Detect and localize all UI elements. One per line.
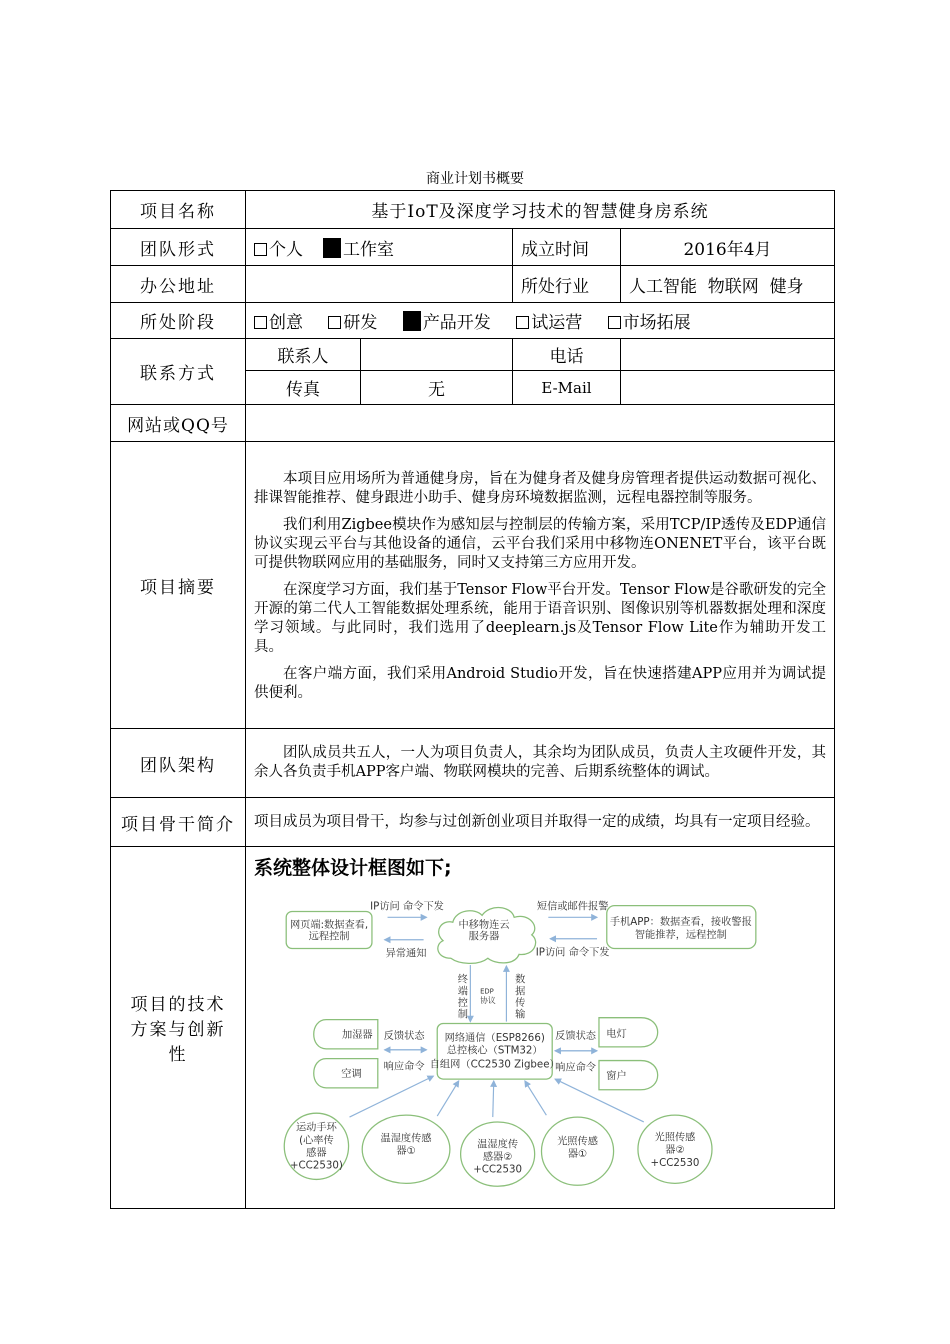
- svg-text:智能推荐，远程控制: 智能推荐，远程控制: [634, 929, 727, 941]
- project-name-value: 基于IoT及深度学习技术的智慧健身房系统: [246, 191, 835, 229]
- label-project-name: 项目名称: [111, 191, 246, 229]
- label-office: 办公地址: [111, 266, 246, 303]
- document-title: 商业计划书概要: [426, 171, 524, 187]
- founded-value: 2016年4月: [621, 229, 835, 266]
- diagram-heading: 系统整体设计框图如下;: [254, 857, 452, 879]
- fax-value: 无: [361, 371, 513, 405]
- office-value: [246, 266, 513, 303]
- team-content: [246, 729, 835, 798]
- option-market[interactable]: 市场拓展: [608, 313, 691, 333]
- core-label: 网络通信（ESP8266): [444, 1033, 545, 1045]
- label-team: 团队架构: [111, 729, 246, 798]
- svg-text:+CC2530: +CC2530: [473, 1164, 523, 1176]
- label-contact-person: 联系人: [246, 339, 361, 371]
- team-form-options: [246, 229, 513, 266]
- tech-content: [246, 847, 835, 1209]
- label-fax: 传真: [246, 371, 361, 405]
- checkbox-icon: [254, 316, 267, 329]
- svg-text:远程控制: 远程控制: [308, 931, 350, 943]
- svg-text:IP访问 命令下发: IP访问 命令下发: [370, 901, 444, 913]
- summary-table: [110, 190, 835, 1209]
- label-team-form: 团队形式: [111, 229, 246, 266]
- option-product-dev[interactable]: 产品开发: [403, 313, 491, 333]
- option-individual[interactable]: 个人: [254, 240, 303, 260]
- svg-text:制: 制: [457, 1009, 468, 1021]
- svg-text:感器: 感器: [306, 1148, 327, 1160]
- stage-options: [246, 303, 835, 339]
- checked-box-icon: [323, 238, 341, 258]
- svg-text:+CC2530): +CC2530): [289, 1160, 343, 1172]
- summary-paragraph: 我们利用Zigbee模块作为感知层与控制层的传输方案，采用TCP/IP透传及EDP通信协议实现云平台与其他设备的通信，云平台我们采用中移物连ONENET平台，该平台既可提供物联网应用的基础服务，同时又支持第三方应用开发。: [254, 516, 827, 571]
- option-idea[interactable]: 创意: [254, 313, 303, 333]
- svg-text:服务器: 服务器: [468, 931, 500, 943]
- svg-text:自组网（CC2530 Zigbee）: 自组网（CC2530 Zigbee）: [429, 1059, 560, 1071]
- svg-text:总控核心（STM32）: 总控核心（STM32）: [446, 1045, 543, 1057]
- svg-text:反馈状态: 反馈状态: [383, 1031, 425, 1043]
- svg-text:终: 终: [457, 974, 468, 986]
- summary-content: [246, 442, 835, 729]
- svg-text:器①: 器①: [567, 1149, 588, 1161]
- cloud-label: 中移物连云: [458, 920, 510, 932]
- svg-text:加湿器: 加湿器: [341, 1030, 373, 1042]
- svg-text:异常通知: 异常通知: [385, 948, 427, 960]
- web-label: 网页端:数据查看,: [289, 920, 369, 932]
- svg-text:+CC2530: +CC2530: [650, 1157, 700, 1169]
- label-core: 项目骨干简介: [111, 798, 246, 847]
- svg-text:响应命令: 响应命令: [383, 1061, 425, 1073]
- label-founded: 成立时间: [513, 229, 621, 266]
- app-label: 手机APP：数据查看，接收警报: [609, 917, 752, 929]
- option-trial[interactable]: 试运营: [516, 313, 582, 333]
- svg-text:响应命令: 响应命令: [555, 1062, 597, 1074]
- checkbox-icon: [328, 316, 341, 329]
- svg-text:端: 端: [457, 986, 468, 998]
- svg-text:温湿度传: 温湿度传: [477, 1139, 519, 1151]
- svg-text:协议: 协议: [480, 996, 496, 1006]
- industry-value: 人工智能 物联网 健身: [621, 266, 835, 303]
- checkbox-icon: [254, 243, 267, 256]
- summary-paragraph: 在客户端方面，我们采用Android Studio开发，旨在快速搭建APP应用并为调试提供便利。: [254, 665, 827, 701]
- core-content: [246, 798, 835, 847]
- label-website: 网站或QQ号: [111, 405, 246, 442]
- checkbox-icon: [608, 316, 621, 329]
- phone-value: [621, 339, 835, 371]
- svg-text:输: 输: [515, 1009, 526, 1021]
- checkbox-icon: [516, 316, 529, 329]
- svg-text:传: 传: [515, 998, 526, 1009]
- svg-text:EDP: EDP: [480, 987, 494, 996]
- svg-text:电灯: 电灯: [606, 1029, 627, 1041]
- core-text: 项目成员为项目骨干，均参与过创新创业项目并取得一定的成绩，均具有一定项目经验。: [254, 813, 820, 830]
- svg-text:(心率传: (心率传: [299, 1135, 334, 1147]
- checked-box-icon: [403, 311, 421, 331]
- summary-paragraph: 在深度学习方面，我们基于Tensor Flow平台开发。Tensor Flow是谷歌研发的完全开源的第二代人工智能数据处理系统，能用于语音识别、图像识别等机器数据处理和深度学习领域。与此同时，我们选用了deeplearn.js及Tensor Flow Lite作为辅助开发工具。: [254, 581, 827, 655]
- svg-text:空调: 空调: [341, 1069, 362, 1081]
- svg-text:数: 数: [515, 974, 526, 986]
- label-summary: 项目摘要: [111, 442, 246, 729]
- summary-paragraph: 本项目应用场所为普通健身房，旨在为健身者及健身房管理者提供运动数据可视化、排课智能推荐、健身跟进小助手、健身房环境数据监测，远程电器控制等服务。: [254, 470, 827, 506]
- svg-text:运动手环: 运动手环: [295, 1122, 337, 1134]
- svg-text:光照传感: 光照传感: [654, 1132, 696, 1144]
- label-stage: 所处阶段: [111, 303, 246, 339]
- contact-person-value: [361, 339, 513, 371]
- label-email: E-Mail: [513, 371, 621, 405]
- label-contact: 联系方式: [111, 339, 246, 405]
- svg-text:器①: 器①: [396, 1146, 416, 1158]
- svg-text:窗户: 窗户: [606, 1071, 627, 1083]
- svg-text:据: 据: [515, 986, 526, 998]
- team-text: 团队成员共五人，一人为项目负责人，其余均为团队成员，负责人主攻硬件开发，其余人各负责手机APP客户端、物联网模块的完善、后期系统整体的调试。: [254, 745, 827, 780]
- label-industry: 所处行业: [513, 266, 621, 303]
- svg-text:IP访问 命令下发: IP访问 命令下发: [535, 947, 610, 959]
- svg-text:光照传感: 光照传感: [557, 1136, 598, 1148]
- svg-text:感器②: 感器②: [482, 1151, 513, 1163]
- email-value: [621, 371, 835, 405]
- label-tech: 项目的技术方案与创新性: [111, 847, 246, 1209]
- svg-text:短信或邮件报警: 短信或邮件报警: [536, 901, 609, 913]
- svg-text:反馈状态: 反馈状态: [555, 1031, 597, 1043]
- option-rnd[interactable]: 研发: [328, 313, 377, 333]
- svg-text:温湿度传感: 温湿度传感: [380, 1133, 432, 1145]
- svg-text:控: 控: [457, 998, 468, 1009]
- svg-text:器②: 器②: [665, 1145, 685, 1157]
- option-studio[interactable]: 工作室: [323, 240, 394, 260]
- system-diagram: [256, 888, 826, 1200]
- label-phone: 电话: [513, 339, 621, 371]
- website-value: [246, 405, 835, 442]
